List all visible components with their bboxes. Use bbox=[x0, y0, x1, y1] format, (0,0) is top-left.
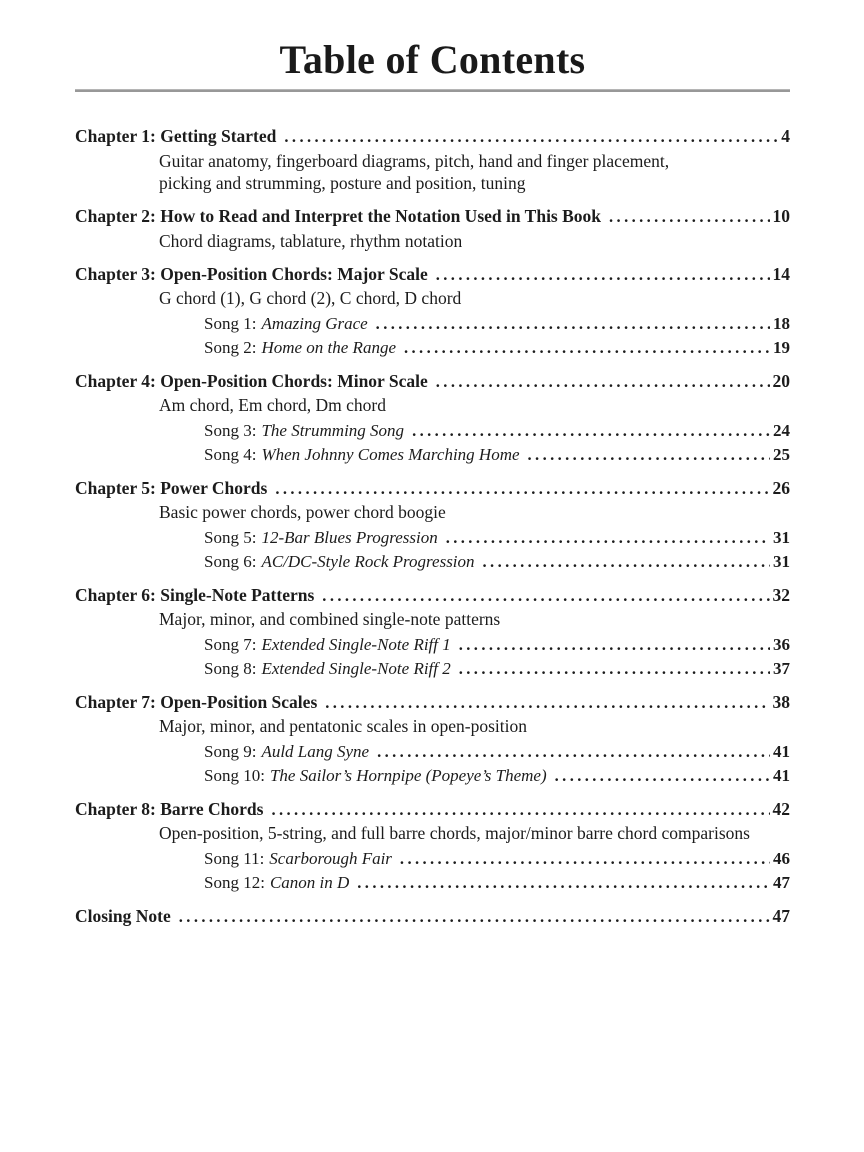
chapter-description-line: Chord diagrams, tablature, rhythm notation bbox=[159, 230, 463, 251]
chapter-description-line: Open-position, 5-string, and full barre chords, major/minor barre chord comparisons bbox=[159, 823, 750, 843]
dotted-leader bbox=[400, 847, 770, 871]
dotted-leader bbox=[357, 871, 770, 895]
dotted-leader bbox=[528, 443, 770, 467]
chapter-row bbox=[75, 205, 790, 229]
chapter-page-number: 4 bbox=[781, 126, 790, 146]
chapter-row bbox=[75, 798, 790, 822]
song-row bbox=[204, 312, 790, 336]
song-page-number: 41 bbox=[773, 742, 790, 761]
toc-entries bbox=[75, 125, 790, 928]
chapter-row bbox=[75, 691, 790, 715]
song-list bbox=[204, 312, 790, 359]
song-page-number: 47 bbox=[773, 872, 790, 892]
dotted-leader bbox=[179, 905, 770, 929]
toc-entry bbox=[75, 125, 790, 195]
song-page-number: 18 bbox=[773, 314, 790, 333]
song-row bbox=[204, 443, 790, 467]
song-row bbox=[204, 657, 790, 681]
chapter-label: Chapter 7: Open-Position Scales bbox=[75, 691, 318, 712]
chapter-page-number: 32 bbox=[772, 584, 790, 605]
chapter-row bbox=[75, 584, 790, 608]
song-title: AC/DC-Style Rock Progression bbox=[261, 551, 475, 571]
chapter-label: Chapter 2: How to Read and Interpret the Notation Used in This Book bbox=[75, 206, 602, 226]
song-number-label: Song 5: bbox=[204, 528, 257, 547]
chapter-row bbox=[75, 125, 790, 149]
dotted-leader bbox=[284, 125, 778, 149]
toc-entry bbox=[75, 905, 790, 929]
song-number-label: Song 12: bbox=[204, 872, 265, 892]
chapter-description bbox=[159, 608, 790, 631]
song-title: Canon in D bbox=[269, 872, 350, 892]
song-number-label: Song 7: bbox=[204, 635, 257, 654]
chapter-description-line: Guitar anatomy, fingerboard diagrams, pitch, hand and finger placement, bbox=[159, 150, 670, 171]
toc-entry bbox=[75, 798, 790, 895]
toc-entry bbox=[75, 477, 790, 574]
song-row bbox=[204, 764, 790, 788]
title-divider bbox=[75, 89, 790, 92]
chapter-description-line: Major, minor, and combined single-note patterns bbox=[159, 609, 501, 629]
dotted-leader bbox=[459, 633, 770, 657]
chapter-page-number: 14 bbox=[772, 263, 790, 284]
chapter-description bbox=[159, 230, 790, 253]
song-title: Auld Lang Syne bbox=[261, 742, 370, 761]
toc-entry bbox=[75, 584, 790, 681]
chapter-page-number: 20 bbox=[772, 370, 790, 391]
dotted-leader bbox=[377, 740, 770, 764]
song-number-label: Song 8: bbox=[204, 658, 257, 678]
toc-entry bbox=[75, 370, 790, 467]
song-title: The Strumming Song bbox=[261, 421, 405, 440]
song-page-number: 31 bbox=[773, 551, 790, 571]
chapter-page-number: 26 bbox=[772, 477, 790, 498]
song-row bbox=[204, 871, 790, 895]
chapter-label: Chapter 8: Barre Chords bbox=[75, 798, 264, 819]
song-page-number: 24 bbox=[773, 421, 790, 440]
dotted-leader bbox=[412, 419, 770, 443]
song-row bbox=[204, 526, 790, 550]
song-page-number: 37 bbox=[773, 658, 790, 678]
song-list bbox=[204, 633, 790, 680]
song-page-number: 41 bbox=[773, 765, 790, 785]
chapter-description bbox=[159, 287, 790, 310]
song-page-number: 25 bbox=[773, 444, 790, 464]
song-number-label: Song 6: bbox=[204, 551, 257, 571]
song-number-label: Song 2: bbox=[204, 337, 257, 357]
page-title: Table of Contents bbox=[279, 37, 586, 82]
song-list bbox=[204, 847, 790, 894]
song-number-label: Song 9: bbox=[204, 742, 257, 761]
song-title: Extended Single-Note Riff 1 bbox=[261, 635, 451, 654]
song-row bbox=[204, 633, 790, 657]
toc-entry bbox=[75, 205, 790, 252]
song-title: 12-Bar Blues Progression bbox=[261, 528, 438, 547]
dotted-leader bbox=[446, 526, 770, 550]
song-title: Home on the Range bbox=[261, 337, 396, 357]
chapter-row bbox=[75, 370, 790, 394]
chapter-description-line: Am chord, Em chord, Dm chord bbox=[159, 395, 386, 415]
dotted-leader bbox=[325, 691, 769, 715]
chapter-row bbox=[75, 905, 790, 929]
chapter-page-number: 42 bbox=[772, 798, 790, 819]
chapter-label: Chapter 3: Open-Position Chords: Major Scale bbox=[75, 263, 428, 284]
song-page-number: 31 bbox=[773, 528, 790, 547]
toc-entry bbox=[75, 691, 790, 788]
dotted-leader bbox=[436, 370, 770, 394]
toc-entry bbox=[75, 263, 790, 360]
song-row bbox=[204, 847, 790, 871]
song-row bbox=[204, 336, 790, 360]
song-row bbox=[204, 550, 790, 574]
chapter-page-number: 38 bbox=[772, 691, 790, 712]
chapter-description-line: G chord (1), G chord (2), C chord, D chord bbox=[159, 288, 462, 308]
chapter-description bbox=[159, 501, 790, 524]
song-page-number: 19 bbox=[773, 337, 790, 357]
song-title: When Johnny Comes Marching Home bbox=[261, 444, 520, 464]
dotted-leader bbox=[322, 584, 769, 608]
song-list bbox=[204, 419, 790, 466]
dotted-leader bbox=[404, 336, 770, 360]
chapter-description bbox=[159, 715, 790, 738]
chapter-description-line: Major, minor, and pentatonic scales in open-position bbox=[159, 716, 527, 736]
chapter-label: Chapter 5: Power Chords bbox=[75, 477, 268, 498]
dotted-leader bbox=[609, 205, 769, 229]
dotted-leader bbox=[376, 312, 770, 336]
chapter-description-line: picking and strumming, posture and position, tuning bbox=[159, 173, 526, 193]
song-title: The Sailor’s Hornpipe (Popeye’s Theme) bbox=[269, 765, 547, 785]
chapter-page-number: 47 bbox=[772, 905, 790, 926]
dotted-leader bbox=[483, 550, 770, 574]
song-list bbox=[204, 526, 790, 573]
dotted-leader bbox=[555, 764, 770, 788]
chapter-description bbox=[159, 150, 790, 195]
song-row bbox=[204, 419, 790, 443]
dotted-leader bbox=[271, 798, 769, 822]
song-page-number: 36 bbox=[773, 635, 790, 654]
chapter-description-line: Basic power chords, power chord boogie bbox=[159, 502, 446, 522]
chapter-row bbox=[75, 263, 790, 287]
dotted-leader bbox=[459, 657, 770, 681]
chapter-page-number: 10 bbox=[772, 206, 790, 226]
chapter-description bbox=[159, 822, 790, 845]
song-title: Scarborough Fair bbox=[269, 849, 392, 868]
page-header bbox=[75, 36, 790, 92]
song-number-label: Song 11: bbox=[204, 849, 265, 868]
chapter-label: Chapter 1: Getting Started bbox=[75, 126, 277, 146]
song-number-label: Song 3: bbox=[204, 421, 257, 440]
chapter-row bbox=[75, 477, 790, 501]
dotted-leader bbox=[275, 477, 769, 501]
song-page-number: 46 bbox=[773, 849, 790, 868]
song-number-label: Song 1: bbox=[204, 314, 257, 333]
song-title: Amazing Grace bbox=[261, 314, 368, 333]
chapter-label: Closing Note bbox=[75, 905, 171, 926]
chapter-description bbox=[159, 394, 790, 417]
song-title: Extended Single-Note Riff 2 bbox=[261, 658, 451, 678]
song-number-label: Song 4: bbox=[204, 444, 257, 464]
chapter-label: Chapter 6: Single-Note Patterns bbox=[75, 584, 315, 605]
song-row bbox=[204, 740, 790, 764]
dotted-leader bbox=[436, 263, 770, 287]
chapter-label: Chapter 4: Open-Position Chords: Minor Scale bbox=[75, 370, 428, 391]
song-list bbox=[204, 740, 790, 787]
song-number-label: Song 10: bbox=[204, 765, 265, 785]
